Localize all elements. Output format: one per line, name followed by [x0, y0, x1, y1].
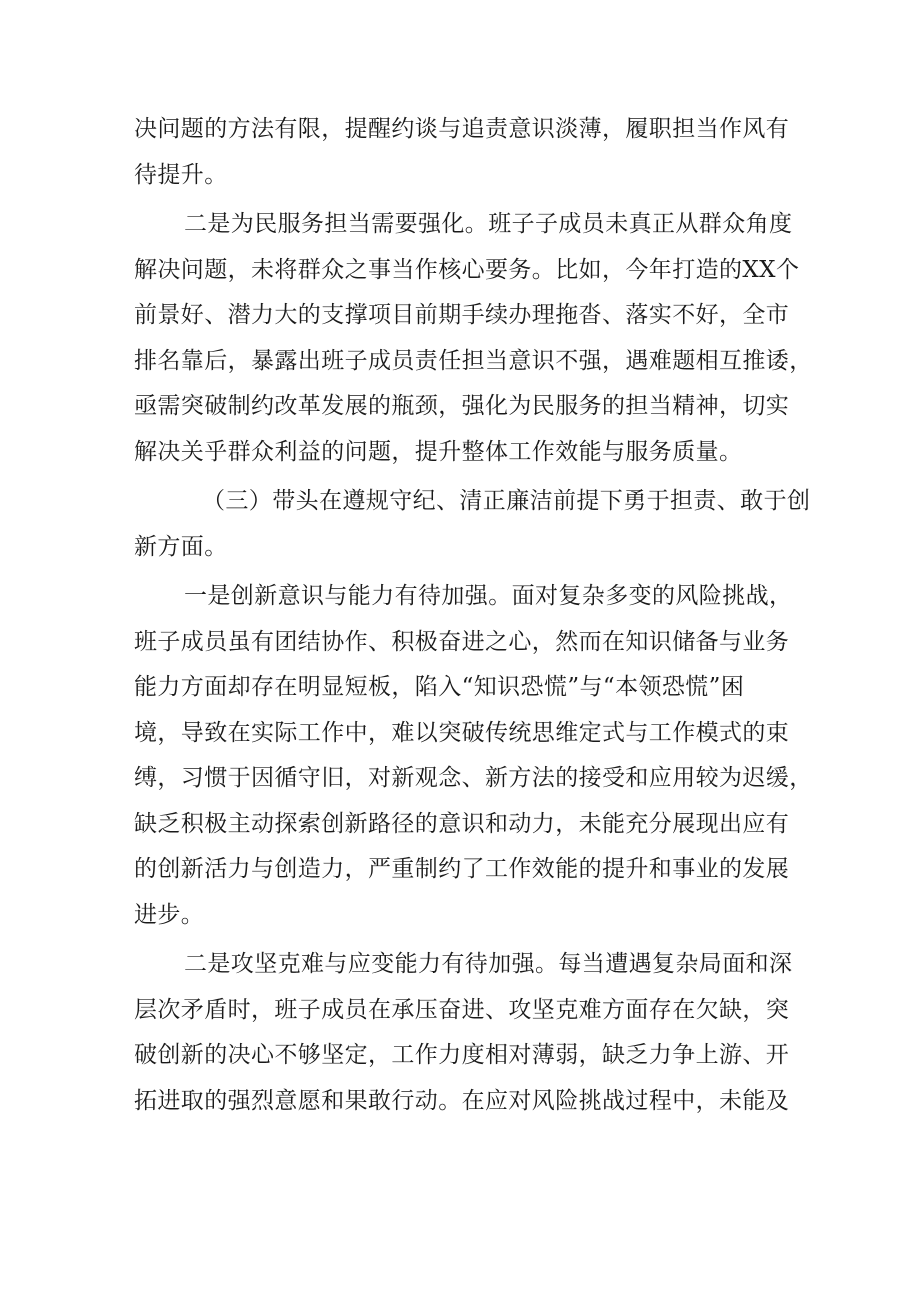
text-line: 决问题的方法有限，提醒约谈与追责意识淡薄，履职担当作风有 — [134, 116, 790, 142]
text-line: 缺乏积极主动探索创新路径的意识和动力，未能充分展现出应有 — [134, 810, 790, 837]
text-line: 二是攻坚克难与应变能力有待加强。每当遭遇复杂局面和深 — [184, 951, 793, 977]
document-body — [134, 107, 813, 1124]
text-line: 新方面。 — [134, 533, 228, 560]
text-line: 境，导致在实际工作中，难以突破传统思维定式与工作模式的束 — [134, 719, 790, 746]
text-line: 亟需突破制约改革发展的瓶颈，强化为民服务的担当精神，切实 — [134, 393, 790, 419]
text-line: （三）带头在遵规守纪、清正廉洁前提下勇于担责、敢于创 — [202, 488, 811, 514]
paragraph — [134, 942, 794, 1124]
paragraph — [134, 202, 813, 475]
text-line: 进步。 — [134, 901, 205, 928]
text-line: 能力方面却存在明显短板，陷入“知识恐慌”与“本领恐慌”困 — [134, 674, 745, 700]
text-line: 解决关乎群众利益的问题，提升整体工作效能与服务质量。 — [134, 438, 743, 465]
text-line: 层次矛盾时，班子成员在承压奋进、攻坚克难方面存在欠缺，突 — [134, 996, 790, 1023]
paragraph — [134, 574, 813, 938]
text-line: 前景好、潜力大的支撑项目前期手续办理拖沓、落实不好，全市 — [134, 302, 790, 328]
text-line: 二是为民服务担当需要强化。班子子成员未真正从群众角度 — [184, 211, 793, 237]
text-line: 班子成员虽有团结协作、积极奋进之心，然而在知识储备与业务 — [134, 628, 790, 655]
text-line: 缚，习惯于因循守旧，对新观念、新方法的接受和应用较为迟缓， — [134, 765, 813, 791]
text-line: 待提升。 — [134, 161, 228, 188]
section-heading — [134, 479, 811, 570]
text-line: 排名靠后，暴露出班子成员责任担当意识不强，遇难题相互推诿， — [134, 347, 813, 374]
text-line: 拓进取的强烈意愿和果敢行动。在应对风险挑战过程中，未能及 — [134, 1087, 790, 1114]
text-line: 解决问题，未将群众之事当作核心要务。比如，今年打造的XX个 — [134, 256, 800, 283]
text-line: 的创新活力与创造力，严重制约了工作效能的提升和事业的发展 — [134, 856, 790, 882]
paragraph — [134, 107, 794, 198]
text-line: 一是创新意识与能力有待加强。面对复杂多变的风险挑战， — [184, 583, 793, 609]
text-line: 破创新的决心不够坚定，工作力度相对薄弱，缺乏力争上游、开 — [134, 1042, 790, 1068]
